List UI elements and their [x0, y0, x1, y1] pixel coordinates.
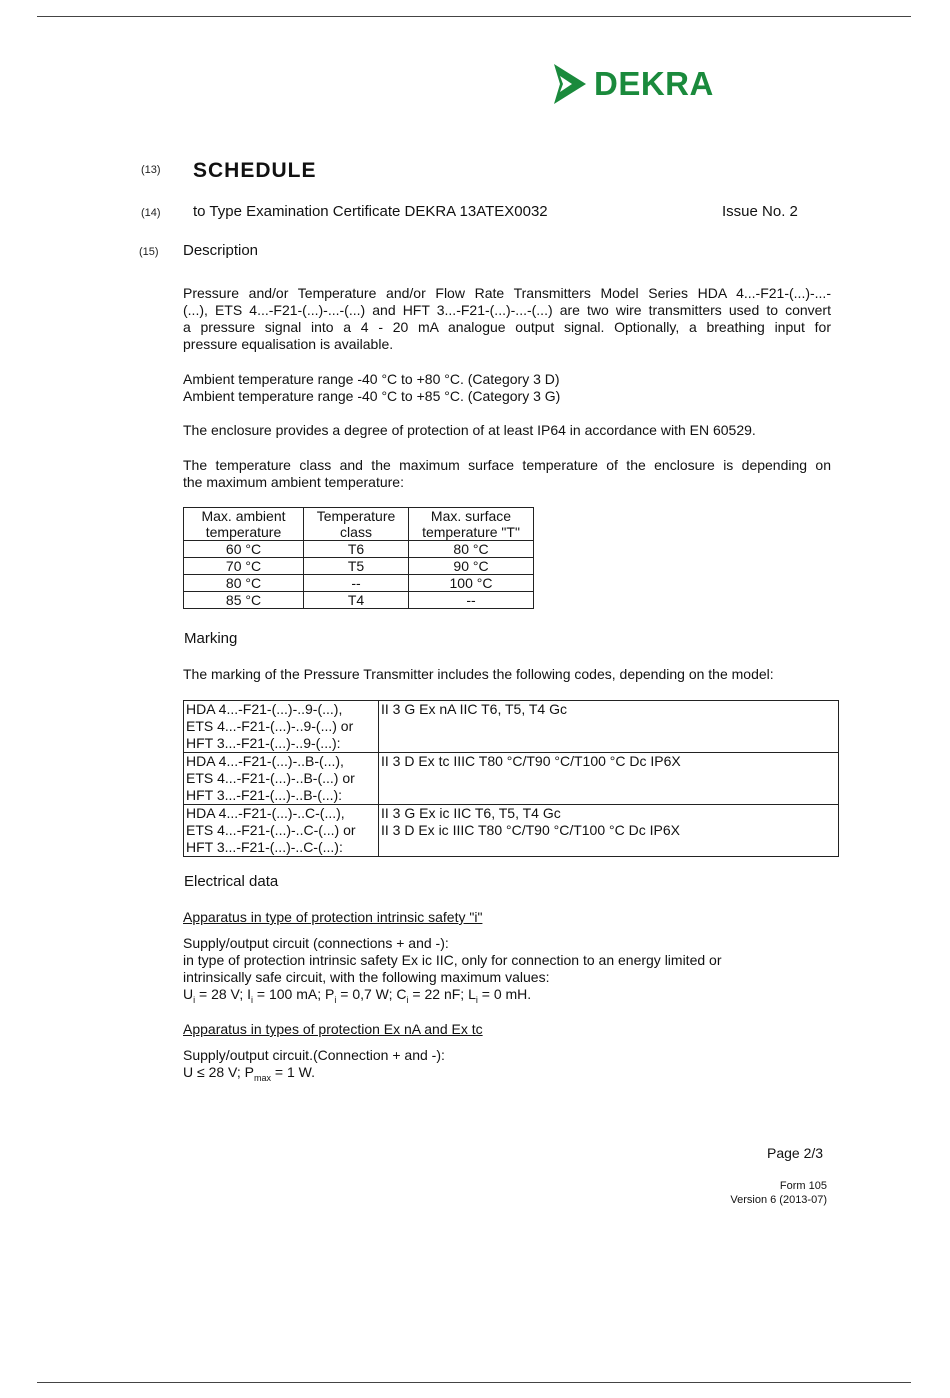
table-cell: 60 °C	[184, 541, 304, 558]
page-number: Page 2/3	[767, 1145, 824, 1161]
form-version: Version 6 (2013-07)	[730, 1194, 827, 1206]
electrical-heading: Electrical data	[184, 873, 279, 890]
power-values: U ≤ 28 V; $P_{max} = 1$ W.	[183, 1064, 315, 1083]
form-number: Form 105	[779, 1180, 827, 1192]
table-cell: --	[409, 592, 534, 609]
description-heading: Description	[183, 242, 259, 259]
marking-intro: The marking of the Pressure Transmitter includes the following codes, depending on the model:	[183, 666, 774, 682]
table-cell: T6	[304, 541, 409, 558]
description-line: pressure equalisation is available.	[183, 336, 394, 352]
temperature-table	[183, 507, 534, 609]
table-row	[184, 558, 534, 575]
intrinsic-safety-text: Supply/output circuit (connections + and -): in type of protection intrinsic safety Ex ic IIC, only for connection to an energy limited or intrinsically safe circuit, with the following maximum values: $U_i = 28$ V; $I_i = 100$ mA; $P_i = 0,7$ W; $C_i = 22$ nF; $L_i = 0$ mH.	[183, 935, 721, 1009]
section-13-number: (13)	[141, 164, 161, 176]
dekra-logo	[552, 62, 714, 106]
ambient-temperatures	[183, 371, 560, 405]
description-paragraph	[183, 285, 831, 353]
table-row	[184, 592, 534, 609]
marking-codes-cell: II 3 G Ex nA IIC T6, T5, T4 Gc	[379, 701, 839, 753]
section-15-number: (15)	[139, 246, 159, 258]
description-line: Pressure and/or Temperature and/or Flow Rate Transmitters Model Series HDA 4...-F21-(...)-...-	[183, 285, 831, 301]
table-cell: 100 °C	[409, 575, 534, 592]
marking-models-cell: HDA 4...-F21-(...)-..C-(...), ETS 4...-F21-(...)-..C-(...) or HFT 3...-F21-(...)-..C-(...):	[184, 805, 379, 857]
marking-row	[184, 805, 839, 857]
ex-na-tc-subheading: Apparatus in types of protection Ex nA and Ex tc	[183, 1021, 483, 1037]
table-cell: 80 °C	[409, 541, 534, 558]
ambient-line-2: Ambient temperature range -40 °C to +85 °C. (Category 3 G)	[183, 388, 561, 404]
marking-heading: Marking	[184, 630, 238, 647]
marking-row	[184, 753, 839, 805]
table-cell: 85 °C	[184, 592, 304, 609]
marking-codes-cell: II 3 G Ex ic IIC T6, T5, T4 Gc II 3 D Ex ic IIIC T80 °C/T90 °C/T100 °C Dc IP6X	[379, 805, 839, 857]
header-max-surface: Max. surface temperature "T"	[409, 508, 534, 541]
temperature-intro-line: the maximum ambient temperature:	[183, 474, 404, 490]
marking-codes-cell: II 3 D Ex tc IIIC T80 °C/T90 °C/T100 °C Dc IP6X	[379, 753, 839, 805]
table-cell: --	[304, 575, 409, 592]
enclosure-text: The enclosure provides a degree of protection of at least IP64 in accordance with EN 60529.	[183, 422, 756, 438]
description-line: a pressure signal into a 4 - 20 mA analogue output signal. Optionally, a breathing input for	[183, 319, 831, 335]
temperature-intro-line: The temperature class and the maximum surface temperature of the enclosure is depending on	[183, 457, 831, 473]
table-cell: 80 °C	[184, 575, 304, 592]
marking-models-cell: HDA 4...-F21-(...)-..9-(...), ETS 4...-F21-(...)-..9-(...) or HFT 3...-F21-(...)-..9-(...):	[184, 701, 379, 753]
marking-table	[183, 700, 839, 857]
marking-row	[184, 701, 839, 753]
certificate-line: to Type Examination Certificate DEKRA 13ATEX0032	[193, 203, 548, 220]
maximum-values: $U_i = 28$ V; $I_i = 100$ mA; $P_i = 0,7$ W; $C_i = 22$ nF; $L_i = 0$ mH.	[183, 986, 532, 1005]
marking-models-cell: HDA 4...-F21-(...)-..B-(...), ETS 4...-F21-(...)-..B-(...) or HFT 3...-F21-(...)-..B-(...):	[184, 753, 379, 805]
header-temperature-class: Temperature class	[304, 508, 409, 541]
table-cell: 90 °C	[409, 558, 534, 575]
issue-number: Issue No. 2	[722, 203, 798, 220]
section-14-number: (14)	[141, 207, 161, 219]
top-rule	[37, 16, 911, 17]
table-row	[184, 541, 534, 558]
table-cell: T4	[304, 592, 409, 609]
description-line: (...), ETS 4...-F21-(...)-...-(...) and HFT 3...-F21-(...)-...-(...) are two wire transmitters used to convert	[183, 302, 831, 318]
ambient-line-1: Ambient temperature range -40 °C to +80 °C. (Category 3 D)	[183, 371, 560, 387]
temperature-intro	[183, 457, 831, 491]
table-row	[184, 575, 534, 592]
logo-text: DEKRA	[594, 65, 714, 102]
intrinsic-safety-subheading: Apparatus in type of protection intrinsic safety "i"	[183, 909, 483, 925]
schedule-title: SCHEDULE	[193, 159, 317, 182]
ex-na-tc-text: Supply/output circuit.(Connection + and -): U ≤ 28 V; $P_{max} = 1$ W.	[183, 1047, 445, 1087]
table-cell: 70 °C	[184, 558, 304, 575]
table-cell: T5	[304, 558, 409, 575]
dekra-logo-icon	[552, 62, 588, 106]
table-header-row	[184, 508, 534, 541]
bottom-rule	[37, 1382, 911, 1383]
header-max-ambient: Max. ambient temperature	[184, 508, 304, 541]
